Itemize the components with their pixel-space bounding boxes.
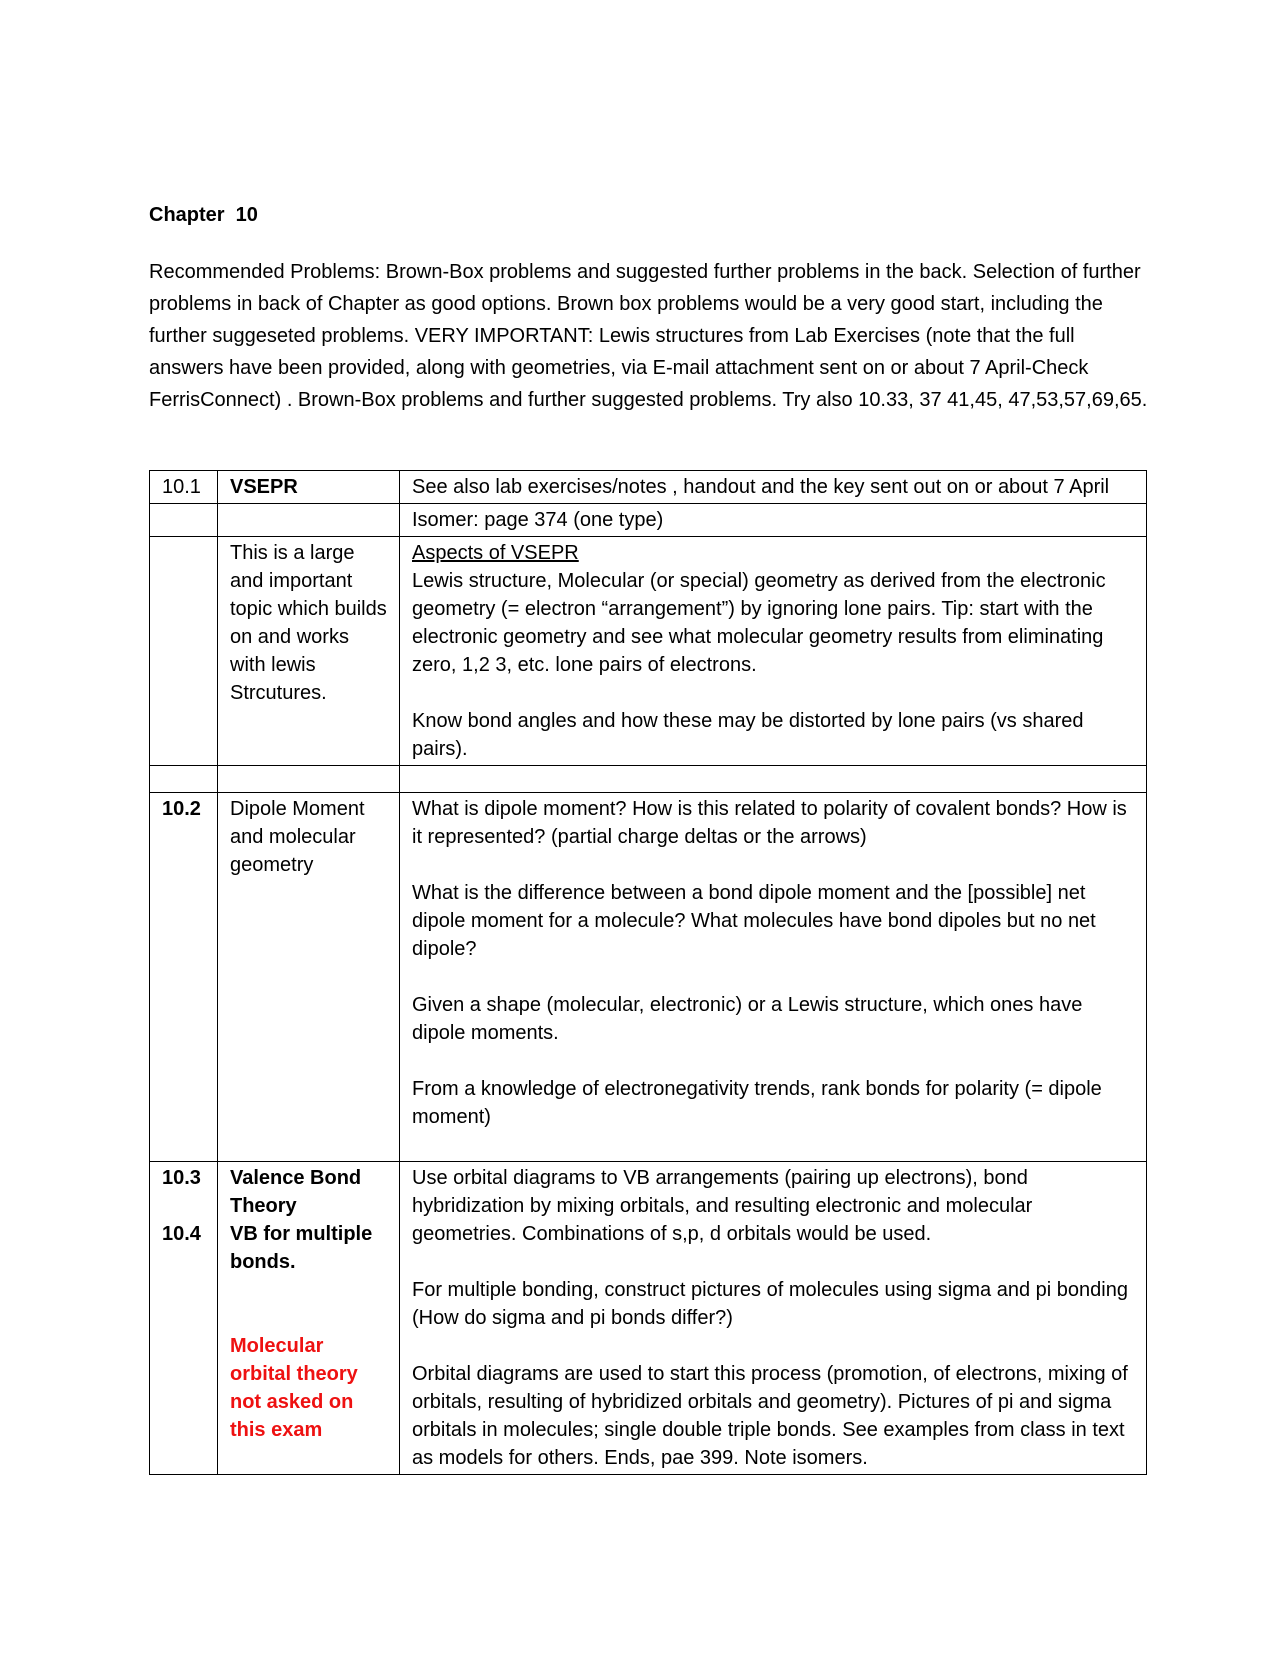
topic-title: Valence Bond Theory xyxy=(230,1167,362,1217)
topic-cell xyxy=(218,766,400,793)
notes-cell xyxy=(400,537,1147,766)
topic-cell xyxy=(218,537,400,766)
section-cell xyxy=(150,504,218,537)
notes-paragraph: Orbital diagrams are used to start this process (promotion, of electrons, mixing of orbitals, resulting of hybridized orbitals and geometry). Pictures of pi and sigma orbitals in molecules; single double triple bonds. See examples from class in text as models for others. Ends, pae 399. Note isomers. xyxy=(412,1363,1128,1469)
notes-paragraph: Use orbital diagrams to VB arrangements (pairing up electrons), bond hybridization by mixing orbitals, and resulting electronic and molecular geometries. Combinations of s,p, d orbitals would be used. xyxy=(412,1167,1033,1245)
notes-cell xyxy=(400,793,1147,1162)
notes-cell xyxy=(400,471,1147,504)
topic-title: Dipole Moment and molecular geometry xyxy=(230,798,365,876)
section-number: 10.3 xyxy=(162,1167,201,1189)
notes-paragraph: For multiple bonding, construct pictures of molecules using sigma and pi bonding (How do sigma and pi bonds differ?) xyxy=(412,1279,1128,1329)
notes-cell xyxy=(400,1162,1147,1475)
section-cell xyxy=(150,766,218,793)
exam-scope-note: Molecular orbital theory not asked on this exam xyxy=(230,1335,358,1441)
notes-cell xyxy=(400,766,1147,793)
notes-paragraph: Given a shape (molecular, electronic) or a Lewis structure, which ones have dipole moments. xyxy=(412,994,1083,1044)
topic-title: VB for multiple bonds. xyxy=(230,1223,373,1273)
section-cell xyxy=(150,1162,218,1475)
chapter-outline-table xyxy=(149,470,1147,1475)
table-row xyxy=(150,766,1147,793)
table-row xyxy=(150,537,1147,766)
recommended-problems-paragraph: Recommended Problems: Brown-Box problems and suggested further problems in the back. Selection of further problems in back of Chapter as good options. Brown box problems would be a very good start, including the further suggeseted problems. VERY IMPORTANT: Lewis structures from Lab Exercises (note that the full answers have been provided, along with geometries, via E-mail attachment sent on or about 7 April-Check FerrisConnect) . Brown-Box problems and further suggested problems. Try also 10.33, 37 41,45, 47,53,57,69,65. xyxy=(149,261,1148,411)
notes-text: See also lab exercises/notes , handout and the key sent out on or about 7 April xyxy=(412,476,1110,498)
topic-cell xyxy=(218,504,400,537)
topic-cell xyxy=(218,471,400,504)
table-row xyxy=(150,471,1147,504)
section-number: 10.1 xyxy=(162,476,201,498)
section-cell xyxy=(150,471,218,504)
notes-paragraph: Know bond angles and how these may be distorted by lone pairs (vs shared pairs). xyxy=(412,710,1084,760)
notes-paragraph: From a knowledge of electronegativity trends, rank bonds for polarity (= dipole moment) xyxy=(412,1078,1102,1128)
notes-paragraph: What is dipole moment? How is this related to polarity of covalent bonds? How is it represented? (partial charge deltas or the arrows) xyxy=(412,798,1127,848)
section-number: 10.4 xyxy=(162,1223,201,1245)
topic-title: VSEPR xyxy=(230,476,298,498)
topic-description: This is a large and important topic which builds on and works with lewis Strcutures. xyxy=(230,542,387,704)
chapter-heading: Chapter 10 xyxy=(149,204,258,226)
section-number: 10.2 xyxy=(162,798,201,820)
topic-cell xyxy=(218,793,400,1162)
notes-paragraph: Lewis structure, Molecular (or special) geometry as derived from the electronic geometry (= electron “arrangement”) by ignoring lone pairs. Tip: start with the electronic geometry and see what molecular geometry results from eliminating zero, 1,2 3, etc. lone pairs of electrons. xyxy=(412,570,1106,676)
table-row xyxy=(150,793,1147,1162)
notes-text: Isomer: page 374 (one type) xyxy=(412,509,664,531)
section-cell xyxy=(150,793,218,1162)
notes-paragraph: What is the difference between a bond dipole moment and the [possible] net dipole moment for a molecule? What molecules have bond dipoles but no net dipole? xyxy=(412,882,1096,960)
table-row xyxy=(150,504,1147,537)
table-row xyxy=(150,1162,1147,1475)
topic-cell xyxy=(218,1162,400,1475)
notes-subheading: Aspects of VSEPR xyxy=(412,542,579,564)
notes-cell xyxy=(400,504,1147,537)
section-cell xyxy=(150,537,218,766)
